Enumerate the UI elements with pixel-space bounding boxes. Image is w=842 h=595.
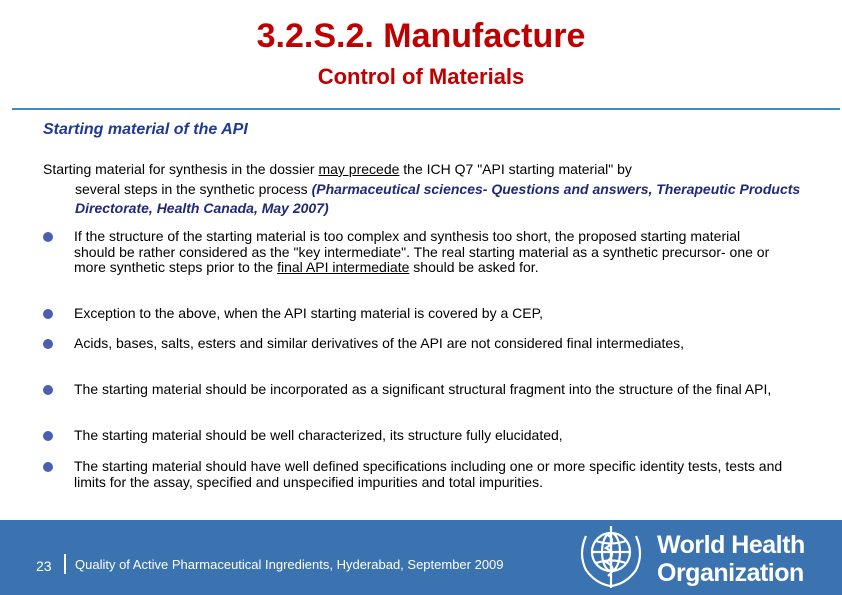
title-divider — [12, 108, 840, 110]
bullet-dot-icon — [43, 431, 53, 441]
page-number: 23 — [36, 558, 52, 574]
who-logo-line2: Organization — [657, 559, 804, 587]
intro-underlined: may precede — [318, 161, 400, 177]
footer-text: Quality of Active Pharmaceutical Ingredients, Hyderabad, September 2009 — [75, 557, 504, 572]
footer-separator — [64, 554, 66, 574]
bullet-item — [43, 459, 783, 490]
bullet-dot-icon — [43, 339, 53, 349]
bullet-dot-icon — [43, 309, 53, 319]
bullet-dot-icon — [43, 385, 53, 395]
bullet-item — [43, 306, 783, 322]
who-logo-line1: World Health — [657, 531, 805, 559]
bullet-dot-icon — [43, 232, 53, 242]
bullet-text: The starting material should be well characterized, its structure fully elucidated, — [74, 427, 563, 443]
bullet-text: Exception to the above, when the API starting material is covered by a CEP, — [74, 305, 544, 321]
bullet-dot-icon — [43, 462, 53, 472]
intro-reference: (Pharmaceutical sciences- Questions and answers, Therapeutic Products Directorate, Health Canada, May 2007) — [75, 180, 801, 216]
who-emblem-icon — [572, 522, 650, 592]
bullet-item — [43, 336, 783, 352]
bullet-item — [43, 229, 783, 276]
section-heading: Starting material of the API — [43, 121, 248, 138]
intro-text-2: the ICH Q7 "API starting material" by — [399, 161, 632, 177]
intro-line2: several steps in the synthetic process — [75, 180, 312, 197]
slide-title: 3.2.S.2. Manufacture — [256, 17, 586, 55]
footer-bar — [0, 520, 842, 595]
bullet-item — [43, 428, 783, 444]
bullet-item — [43, 382, 783, 398]
intro-indented — [43, 180, 813, 219]
bullet-underlined: final API intermediate — [277, 259, 410, 275]
intro-text-1: Starting material for synthesis in the dossier — [43, 161, 319, 177]
intro-paragraph — [43, 160, 813, 219]
bullet-text: The starting material should be incorporated as a significant structural fragment into the structure of the final API, — [74, 381, 772, 397]
who-logo-text — [657, 531, 805, 587]
bullet-text — [74, 229, 783, 276]
slide-subtitle: Control of Materials — [317, 64, 525, 89]
bullet-text-main: If the structure of the starting material is too complex and synthesis too short, the proposed starting material should be rather considered as the "key intermediate". The real starting material as a synthetic precursor- one or more synthetic steps prior to the — [74, 228, 770, 275]
bullet-text-tail: should be asked for. — [409, 259, 539, 275]
bullet-text: Acids, bases, salts, esters and similar derivatives of the API are not considered final intermediates, — [74, 335, 685, 351]
bullet-text: The starting material should have well defined specifications including one or more specific identity tests, tests and limits for the assay, specified and unspecified impurities and total impurities. — [74, 458, 783, 490]
